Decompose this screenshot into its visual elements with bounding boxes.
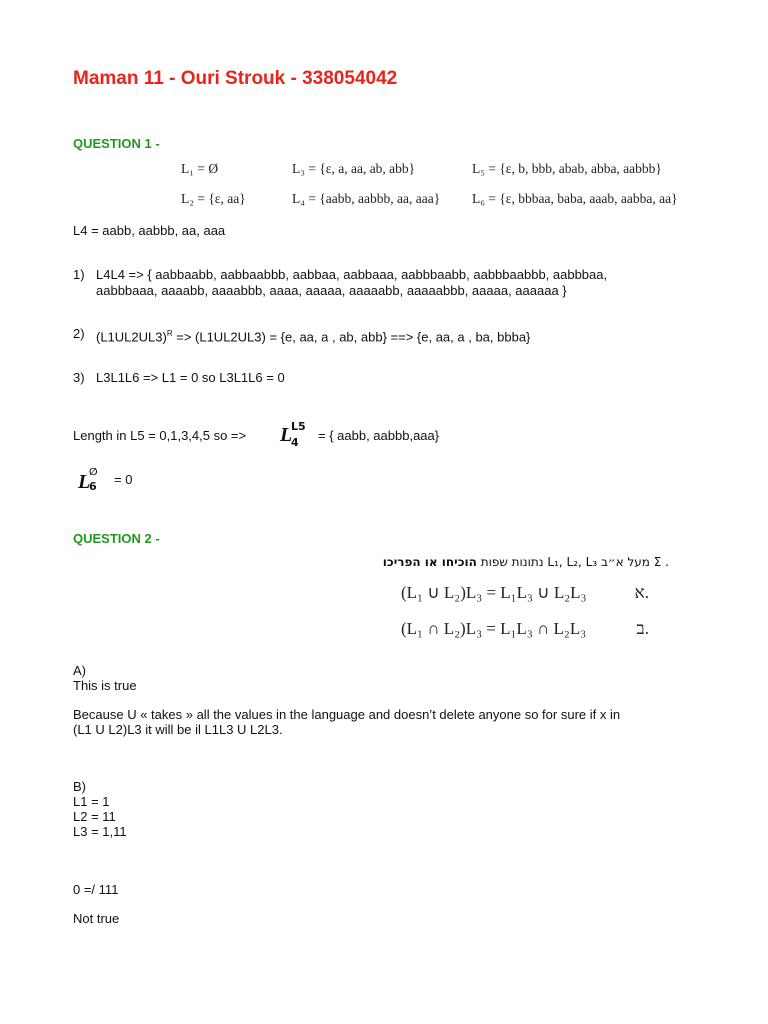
l6-power-empty-exponent: ∅ [89,467,98,478]
answer-a-explanation-line-1: Because U « takes » all the values in the language and doesn’t delete anyone so for sure if x in [73,707,621,722]
language-l5: L₅ = {ε, b, bbb, abab, abba, aabbb} [472,161,662,176]
answer-a-verdict: This is true [73,678,137,693]
item-3-number: 3) [73,370,85,385]
equation-a: (L₁ ∪ L₂)L₃ = L₁L₃ ∪ L₂L₃ [401,583,587,602]
item-2-result: => (L1UL2UL3) = {e, aa, a , ab, abb} ==> {e, aa, a , ba, bbba} [172,329,531,345]
question-2-hebrew-header [383,555,669,569]
item-1-number: 1) [73,267,85,282]
answer-a-label: A) [73,663,86,678]
answer-b-verdict: Not true [73,911,120,926]
language-l1: L₁ = Ø [181,161,219,176]
length-in-l5-text: Length in L5 = 0,1,3,4,5 so => [73,428,247,443]
l4-power-l5-result: = { aabb, aabbb,aaa} [318,428,440,443]
question-2-heading: QUESTION 2 - [73,531,160,546]
answer-b-label: B) [73,779,86,794]
answer-b-comparison: 0 =/ 111 [73,882,119,897]
answer-a-explanation-line-2: (L1 U L2)L3 it will be il L1L3 U L2L3. [73,722,283,737]
language-l6: L₆ = {ε, bbbaa, baba, aaab, aabba, aa} [472,191,678,206]
l6-power-empty-formula [78,467,110,495]
l6-power-empty-subscript: 6 [89,480,97,493]
language-l2: L₂ = {ε, aa} [181,191,246,206]
l4-power-l5-exponent: L5 [291,420,306,433]
item-1-line-2: aabbbaaa, aaaabb, aaaabbb, aaaa, aaaaa, aaaaabb, aaaaabbb, aaaaa, aaaaaa } [96,283,567,298]
l4-power-l5-subscript: 4 [291,436,299,449]
equation-b-label: .ב [636,619,649,638]
question-2-hebrew-rest: . Σ מעל א״ב L₁, L₂, L₃ נתונות שפות [480,555,669,569]
equation-b: (L₁ ∩ L₂)L₃ = L₁L₃ ∩ L₂L₃ [401,619,587,638]
l6-power-empty-base: L [78,471,91,493]
answer-b-l2: L2 = 11 [73,809,116,824]
answer-b-l3: L3 = 1,11 [73,824,127,839]
l4-power-l5-formula [280,420,316,452]
l4-power-l5-base: L [280,424,293,446]
document-title: Maman 11 - Ouri Strouk - 338054042 [73,68,398,89]
l4-definition: L4 = aabb, aabbb, aa, aaa [73,223,226,238]
item-2-text [96,326,530,344]
question-2-hebrew-bold: הוכיחו או הפריכו [382,555,477,569]
language-l4: L₄ = {aabb, aabbb, aa, aaa} [292,191,441,206]
question-1-heading: QUESTION 1 - [73,136,160,151]
answer-b-l1: L1 = 1 [73,794,110,809]
l6-power-empty-result: = 0 [114,472,133,487]
item-2-number: 2) [73,326,85,341]
question-1-languages-image [178,155,678,217]
item-1-line-1: L4L4 => { aabbaabb, aabbaabbb, aabbaa, aabbaaa, aabbbaabb, aabbbaabbb, aabbbaa, [96,267,608,282]
equation-a-label: .א [634,583,649,602]
item-2-expression: (L1UL2UL3) [96,329,167,345]
item-3-text: L3L1L6 => L1 = 0 so L3L1L6 = 0 [96,370,285,385]
language-l3: L₃ = {ε, a, aa, ab, abb} [292,161,416,176]
item-2-reverse-superscript: R [166,329,173,338]
question-2-statement-image [382,547,677,647]
